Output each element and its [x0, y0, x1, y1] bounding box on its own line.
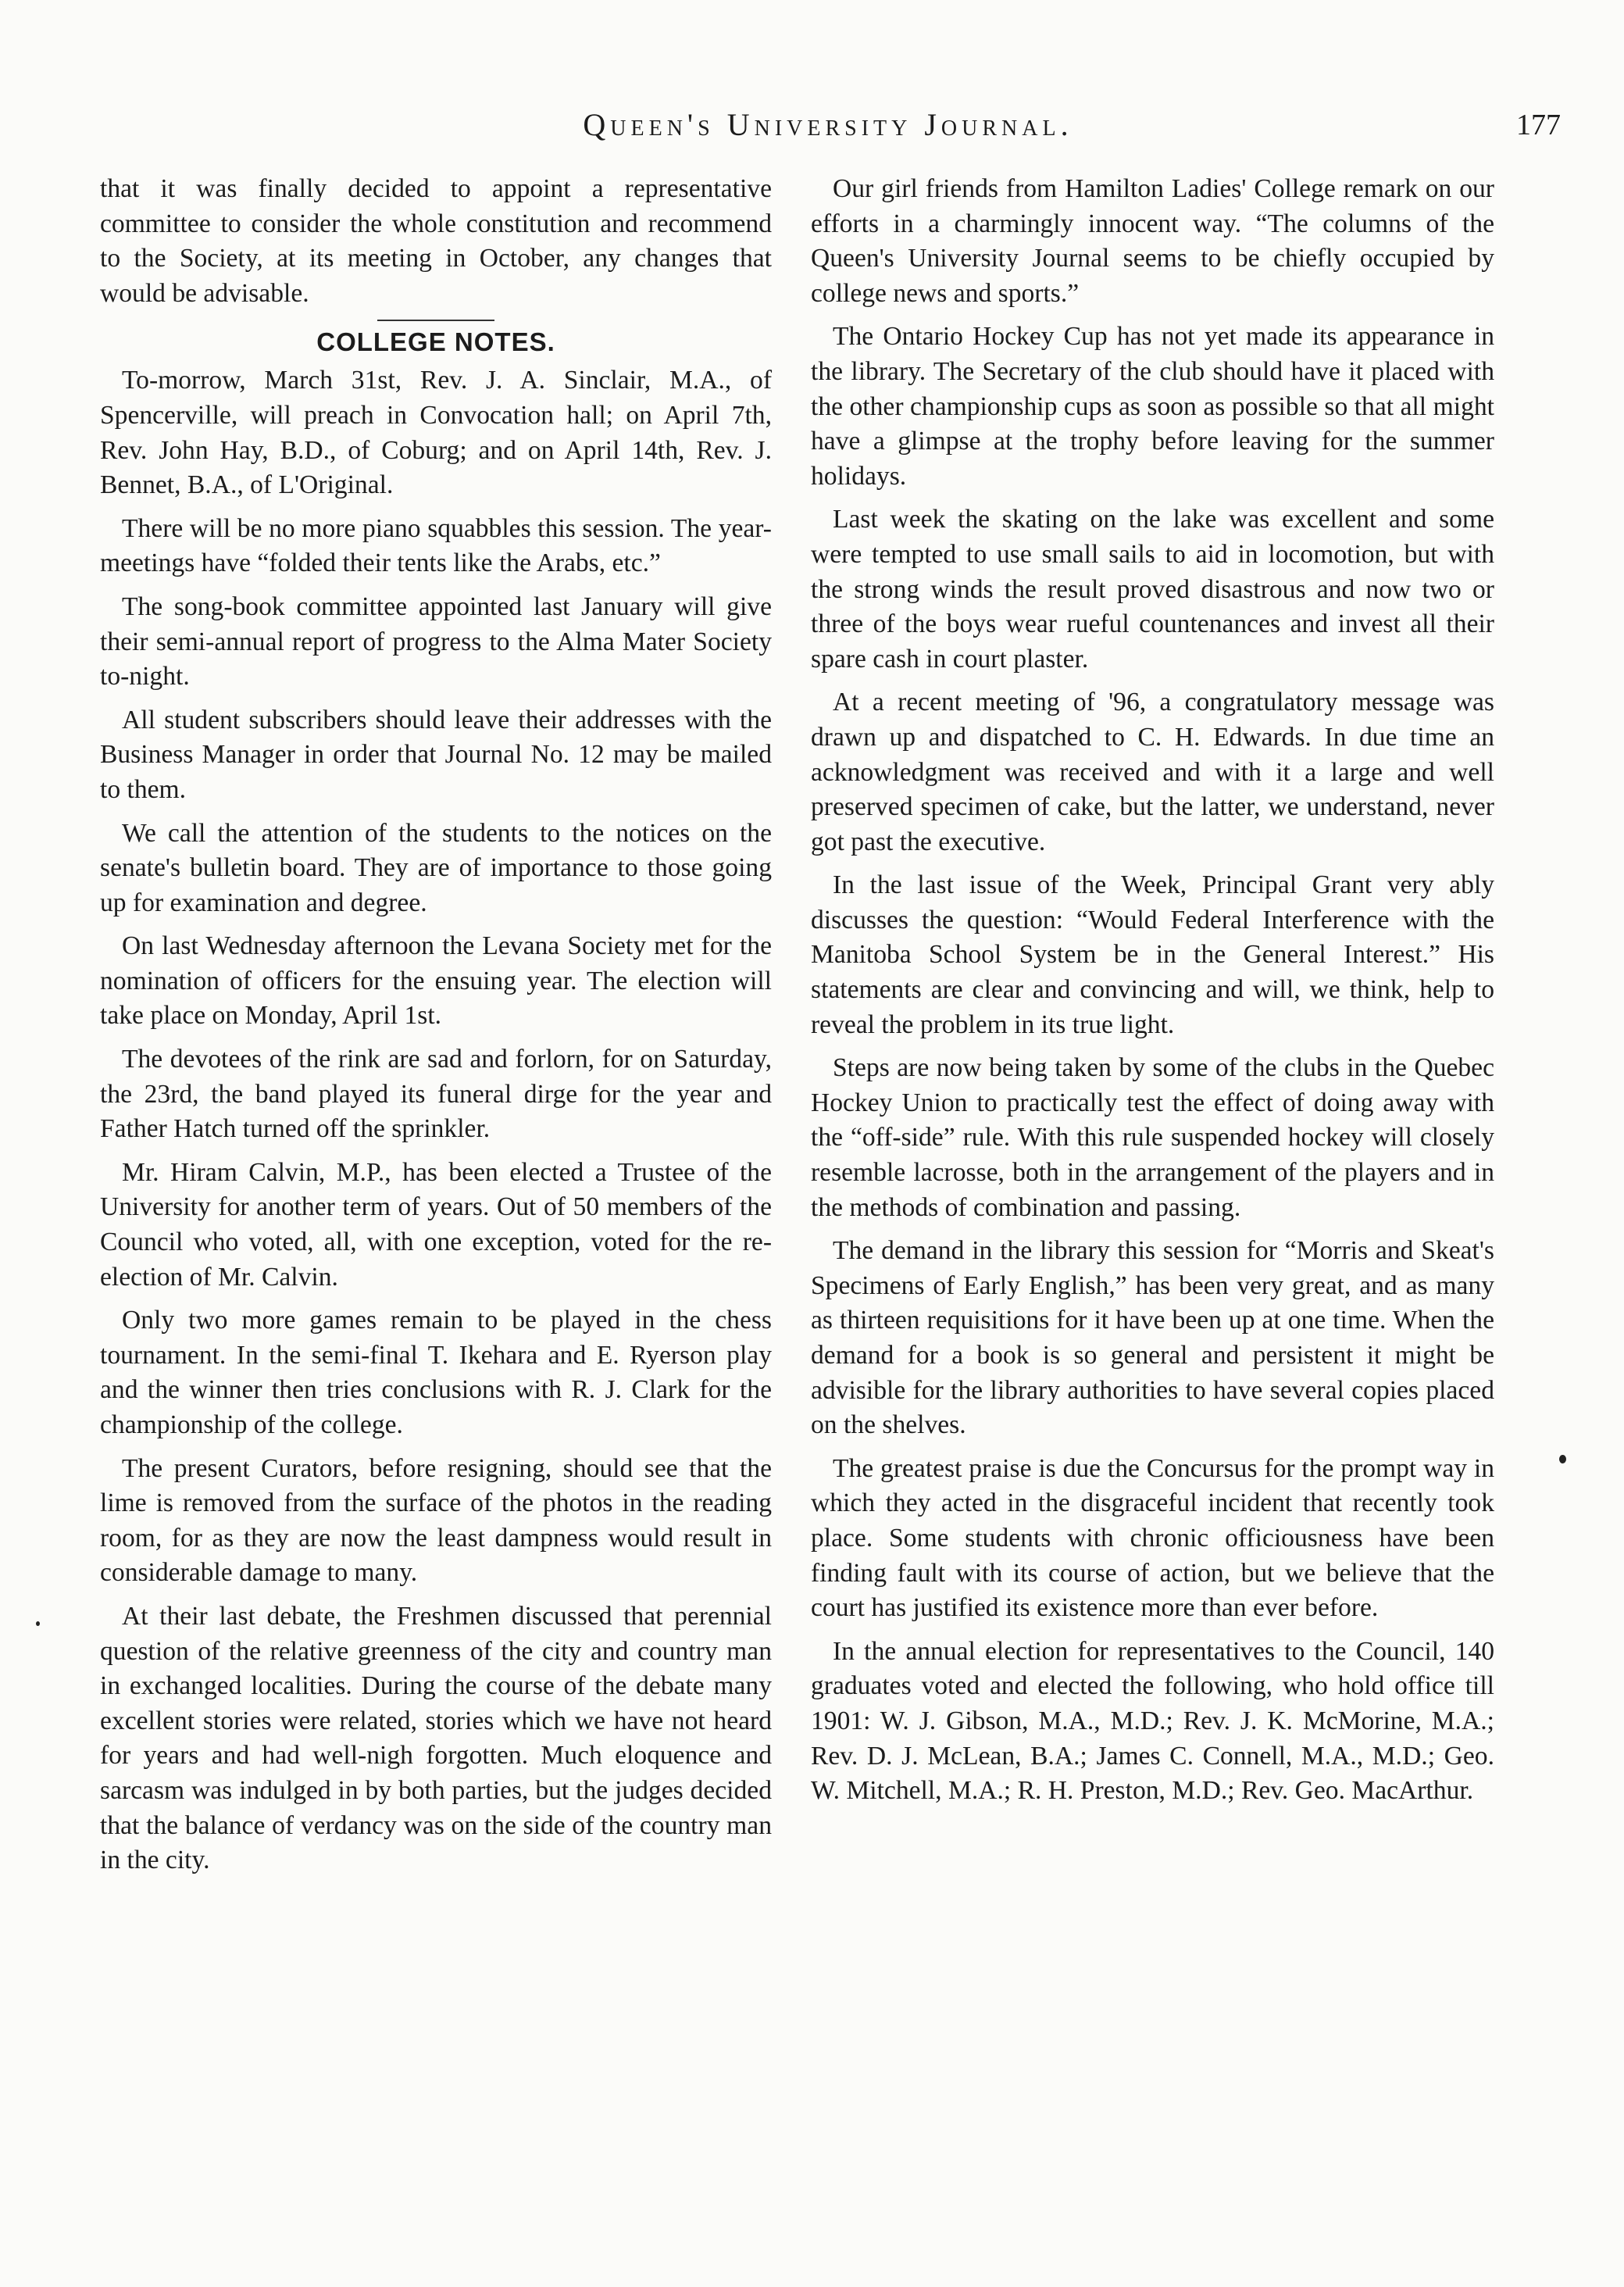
- paragraph: At a recent meeting of '96, a congratulatory message was drawn up and dispatched to C. H. Edwards. In due time an acknowledgment was received and with it a large and well preserved specimen of cake, but the latter, we understand, never got past the executive.: [811, 688, 1494, 856]
- paragraph: On last Wednesday afternoon the Levana Society met for the nomination of officers for the ensuing year. The election will take place on Monday, April 1st.: [100, 931, 772, 1031]
- paragraph: Our girl friends from Hamilton Ladies' College remark on our efforts in a charmingly innocent way. “The columns of the Queen's University Journal seems to be chiefly occupied by college news and sports.”: [811, 174, 1494, 308]
- paragraph: The devotees of the rink are sad and forlorn, for on Saturday, the 23rd, the band played its funeral dirge for the year and Father Hatch turned off the sprinkler.: [100, 1045, 772, 1144]
- section-divider: [377, 320, 494, 321]
- paragraph: In the annual election for representatives to the Council, 140 graduates voted and elected the following, who hold office till 1901: W. J. Gibson, M.A., M.D.; Rev. J. K. McMorine, M.A.; Rev. D. J. McLean, B.A.; James C. Connell, M.A., M.D.; Geo. W. Mitchell, M.A.; R. H. Preston, M.D.; Rev. Geo. MacArthur.: [811, 1636, 1494, 1806]
- paragraph: The greatest praise is due the Concursus for the prompt way in which they acted in the disgraceful incident that recently took place. Some students with chronic officiousness have been finding fault with its course of action, but we believe that the court has justified its existence more than ever before.: [811, 1453, 1494, 1623]
- left-column: [100, 172, 772, 1887]
- right-column: [811, 172, 1494, 1817]
- paragraph: All student subscribers should leave their addresses with the Business Manager in order that Journal No. 12 may be mailed to them.: [100, 705, 772, 804]
- paragraph: that it was finally decided to appoint a representative committee to consider the whole constitution and recommend to the Society, at its meeting in October, any changes that would be advisable.: [100, 174, 772, 308]
- page-number: 177: [1516, 109, 1561, 141]
- paragraph: Last week the skating on the lake was excellent and some were tempted to use small sails to aid in locomotion, but with the strong winds the result proved disastrous and now two or three of the boys wear rueful countenances and invest all their spare cash in court plaster.: [811, 505, 1494, 674]
- ink-speck: [36, 1621, 40, 1626]
- page-header: [94, 100, 1562, 147]
- paragraph: The present Curators, before resigning, should see that the lime is removed from the surface of the photos in the reading room, for as they are now the least dampness would result in considerable damage to many.: [100, 1453, 772, 1588]
- paragraph: In the last issue of the Week, Principal Grant very ably discusses the question: “Would Federal Interference with the Manitoba School System be in the General Interest.” His statements are clear and convincing and will, we think, help to reveal the problem in its true light.: [811, 870, 1494, 1039]
- paragraph: There will be no more piano squabbles this session. The year-meetings have “folded their tents like the Arabs, etc.”: [100, 513, 772, 578]
- paragraph: Steps are now being taken by some of the clubs in the Quebec Hockey Union to practically test the effect of doing away with the “off-side” rule. With this rule suspended hockey will closely resemble lacrosse, both in the arrangement of the players and in the methods of combination and passing.: [811, 1053, 1494, 1222]
- paragraph: At their last debate, the Freshmen discussed that perennial question of the relative greenness of the city and country man in exchanged localities. During the course of the debate many excellent stories were related, stories which we have not heard for years and had well-nigh forgotten. Much eloquence and sarcasm was indulged in by both parties, but the judges decided that the balance of verdancy was on the side of the country man in the city.: [100, 1601, 772, 1875]
- paragraph: We call the attention of the students to the notices on the senate's bulletin board. They are of importance to those going up for examination and degree.: [100, 818, 772, 917]
- paragraph: To-morrow, March 31st, Rev. J. A. Sinclair, M.A., of Spencerville, will preach in Convocation hall; on April 7th, Rev. John Hay, B.D., of Coburg; and on April 14th, Rev. J. Bennet, B.A., of L'Original.: [100, 366, 772, 500]
- ink-speck: [1559, 1455, 1566, 1463]
- paragraph: The song-book committee appointed last January will give their semi-annual report of progress to the Alma Mater Society to-night.: [100, 591, 772, 691]
- running-title: Queen's University Journal.: [583, 107, 1073, 142]
- paragraph: The Ontario Hockey Cup has not yet made its appearance in the library. The Secretary of the club should have it placed with the other championship cups as soon as possible so that all might have a glimpse at the trophy before leaving for the summer holidays.: [811, 322, 1494, 491]
- paragraph: Mr. Hiram Calvin, M.P., has been elected a Trustee of the University for another term of years. Out of 50 members of the Council who voted, all, with one exception, voted for the re-election of Mr. Calvin.: [100, 1157, 772, 1292]
- paragraph: The demand in the library this session for “Morris and Skeat's Specimens of Early English,” has been very great, and as many as thirteen requisitions for it have been up at one time. When the demand for a book is so general and persistent it might be advisible for the library authorities to have several copies placed on the shelves.: [811, 1236, 1494, 1440]
- section-heading: COLLEGE NOTES.: [316, 327, 555, 357]
- paragraph: Only two more games remain to be played in the chess tournament. In the semi-final T. Ikehara and E. Ryerson play and the winner then tries conclusions with R. J. Clark for the championship of the college.: [100, 1306, 772, 1439]
